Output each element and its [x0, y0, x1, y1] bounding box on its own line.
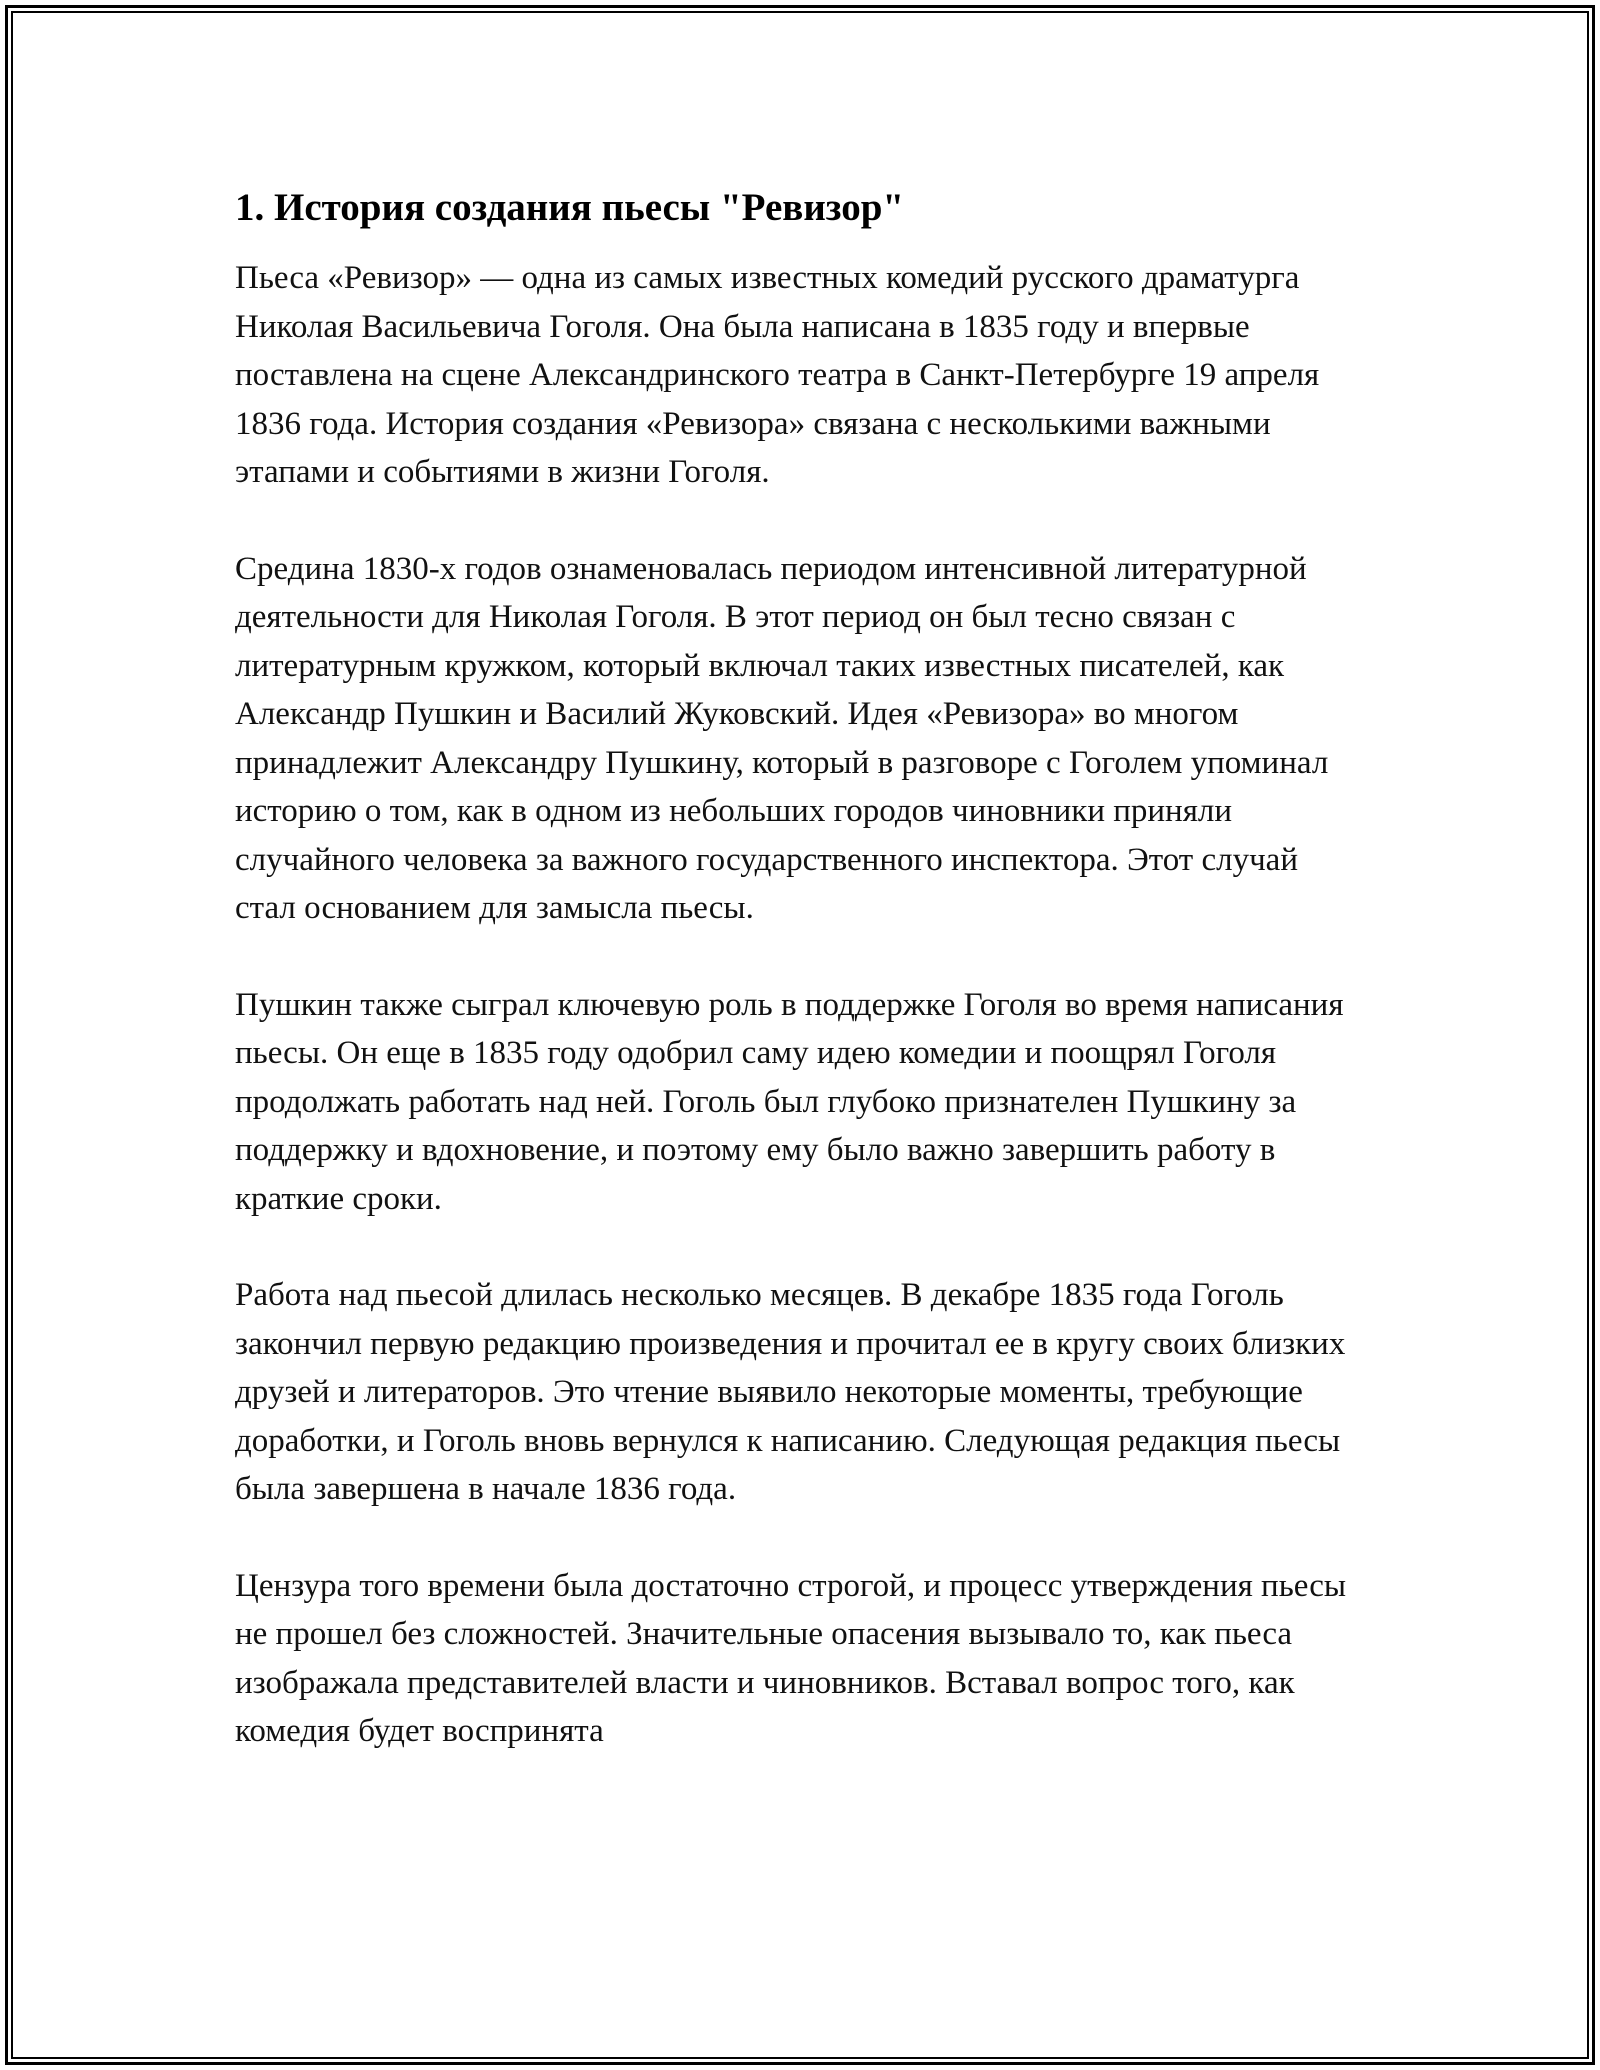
document-body — [235, 182, 1365, 1804]
paragraph-censorship: Цензура того времени была достаточно строгой, и процесс утверждения пьесы не прошел без сложностей. Значительные опасения вызывало то, как пьеса изображала представителей власти и чиновников. Вставал вопрос того, как комедия будет воспринята — [235, 1567, 1347, 1749]
paragraph-intro: Пьеса «Ревизор» — одна из самых известных комедий русского драматурга Николая Васильевича Гоголя. Она была написана в 1835 году и впервые поставлена на сцене Александринского театра в Санкт-Петербурге 19 апреля 1836 года. История создания «Ревизора» связана с несколькими важными этапами и событиями в жизни Гоголя. — [235, 260, 1320, 490]
paragraph-writing-process: Работа над пьесой длилась несколько месяцев. В декабре 1835 года Гоголь закончил первую редакцию произведения и прочитал ее в кругу своих близких друзей и литераторов. Это чтение выявило некоторые моменты, требующие доработки, и Гоголь вновь вернулся к написанию. Следующая редакция пьесы была завершена в начале 1836 года. — [235, 1277, 1346, 1507]
paragraph-pushkin-support: Пушкин также сыграл ключевую роль в поддержке Гоголя во время написания пьесы. Он еще в 1835 году одобрил саму идею комедии и поощрял Гоголя продолжать работать над ней. Гоголь был глубоко признателен Пушкину за поддержку и вдохновение, и поэтому ему было важно завершить работу в краткие сроки. — [235, 986, 1344, 1217]
paragraph-idea-origin: Средина 1830-х годов ознаменовалась периодом интенсивной литературной деятельности для Николая Гоголя. В этот период он был тесно связан с литературным кружком, который включал таких известных писателей, как Александр Пушкин и Василий Жуковский. Идея «Ревизора» во многом принадлежит Александру Пушкину, который в разговоре с Гоголем упоминал историю о том, как в одном из небольших городов чиновники приняли случайного человека за важного государственного инспектора. Этот случай стал основанием для замысла пьесы. — [235, 550, 1329, 926]
section-heading: 1. История создания пьесы "Ревизор" — [235, 186, 905, 229]
